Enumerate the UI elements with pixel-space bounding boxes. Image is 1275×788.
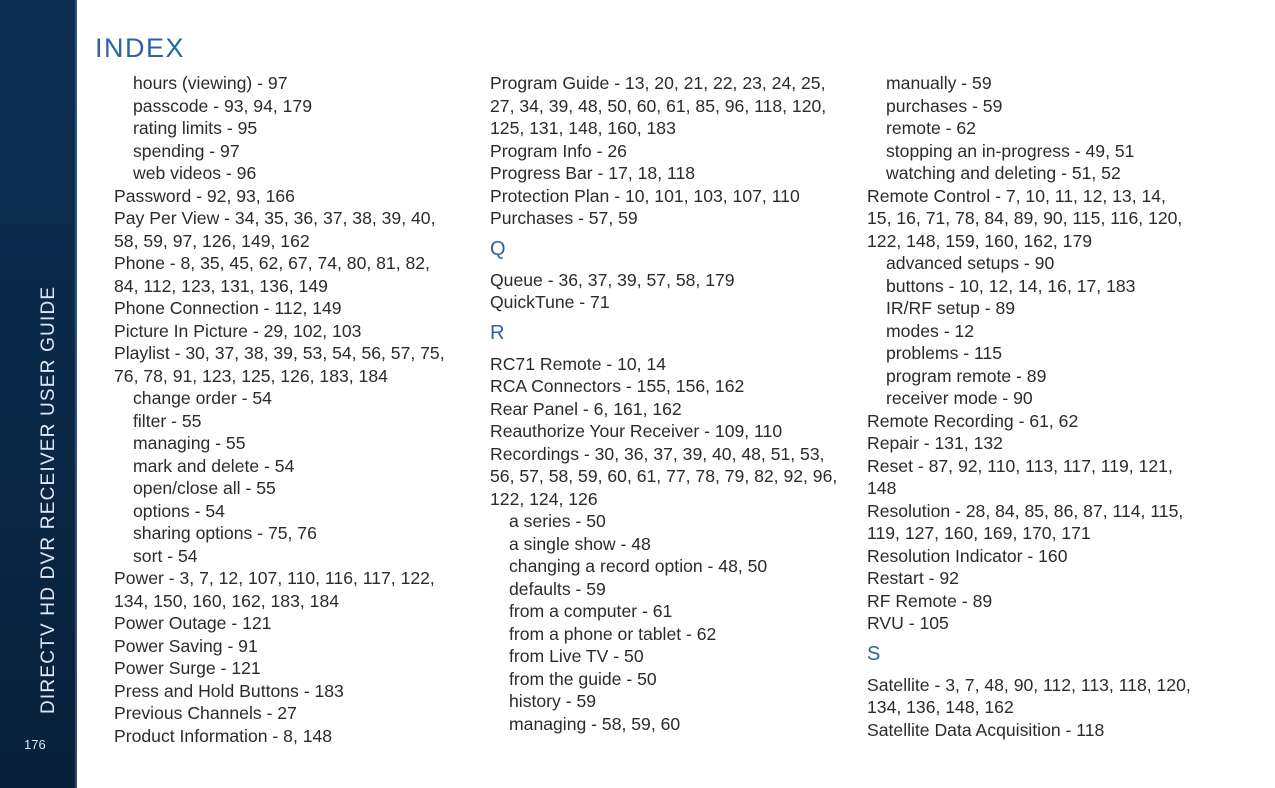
- index-entry: Resolution - 28, 84, 85, 86, 87, 114, 115,: [867, 500, 1184, 521]
- index-entry: Satellite - 3, 7, 48, 90, 112, 113, 118, 120,: [867, 674, 1191, 695]
- index-entry: RF Remote - 89: [867, 590, 993, 611]
- index-entry: Picture In Picture - 29, 102, 103: [114, 320, 362, 341]
- index-subentry: sharing options - 75, 76: [133, 523, 317, 543]
- index-entry: 125, 131, 148, 160, 183: [490, 118, 676, 138]
- index-subentry: a series - 50: [509, 511, 606, 531]
- index-entry: RCA Connectors - 155, 156, 162: [490, 376, 745, 396]
- index-entry: 148: [867, 478, 897, 498]
- index-column-3: [867, 72, 1227, 741]
- index-subentry: sort - 54: [133, 545, 198, 566]
- index-entry: Product Information - 8, 148: [114, 725, 333, 746]
- page-title: INDEX: [95, 33, 186, 63]
- index-entry: Pay Per View - 34, 35, 36, 37, 38, 39, 40,: [114, 208, 436, 228]
- index-entry: Press and Hold Buttons - 183: [114, 680, 344, 701]
- index-entry: Reset - 87, 92, 110, 113, 117, 119, 121,: [867, 455, 1173, 476]
- index-subentry: watching and deleting - 51, 52: [886, 163, 1121, 183]
- index-subentry: a single show - 48: [509, 533, 651, 554]
- index-entry: RC71 Remote - 10, 14: [490, 353, 667, 374]
- index-entry: Recordings - 30, 36, 37, 39, 40, 48, 51, 53,: [490, 443, 825, 464]
- index-subentry: problems - 115: [886, 343, 1003, 363]
- index-entry: Program Info - 26: [490, 140, 627, 161]
- index-subentry: hours (viewing) - 97: [133, 73, 288, 93]
- index-entry: Protection Plan - 10, 101, 103, 107, 110: [490, 185, 800, 206]
- index-subentry: purchases - 59: [886, 95, 1003, 116]
- index-entry: Remote Recording - 61, 62: [867, 410, 1079, 431]
- index-subentry: changing a record option - 48, 50: [509, 556, 768, 576]
- index-subentry: receiver mode - 90: [886, 388, 1033, 408]
- index-entry: 134, 136, 148, 162: [867, 697, 1014, 717]
- index-entry: Purchases - 57, 59: [490, 208, 638, 228]
- index-subentry: history - 59: [509, 691, 597, 711]
- index-subentry: open/close all - 55: [133, 478, 276, 498]
- index-entry: Satellite Data Acquisition - 118: [867, 719, 1105, 740]
- index-entry: Restart - 92: [867, 568, 959, 588]
- index-subentry: from a computer - 61: [509, 601, 673, 621]
- index-subentry: passcode - 93, 94, 179: [133, 95, 312, 116]
- index-subentry: managing - 55: [133, 433, 246, 453]
- index-entry: 56, 57, 58, 59, 60, 61, 77, 78, 79, 82, 92, 96,: [490, 466, 838, 486]
- index-subentry: remote - 62: [886, 118, 976, 138]
- index-subentry: spending - 97: [133, 140, 240, 161]
- index-subentry: advanced setups - 90: [886, 253, 1055, 273]
- index-entry: Playlist - 30, 37, 38, 39, 53, 54, 56, 57, 75,: [114, 343, 445, 363]
- index-column-1: [114, 72, 474, 747]
- index-subentry: buttons - 10, 12, 14, 16, 17, 183: [886, 275, 1136, 296]
- index-entry: Program Guide - 13, 20, 21, 22, 23, 24, 25,: [490, 73, 826, 93]
- index-entry: Phone - 8, 35, 45, 62, 67, 74, 80, 81, 82,: [114, 253, 430, 273]
- index-entry: 76, 78, 91, 123, 125, 126, 183, 184: [114, 365, 388, 386]
- index-subentry: defaults - 59: [509, 578, 606, 599]
- index-subentry: modes - 12: [886, 320, 975, 341]
- index-subentry: web videos - 96: [133, 163, 257, 183]
- index-entry: 84, 112, 123, 131, 136, 149: [114, 275, 328, 296]
- index-subentry: filter - 55: [133, 410, 202, 431]
- index-entry: 15, 16, 71, 78, 84, 89, 90, 115, 116, 120,: [867, 208, 1183, 228]
- index-entry: 122, 148, 159, 160, 162, 179: [867, 230, 1093, 251]
- index-entry: Resolution Indicator - 160: [867, 545, 1068, 566]
- index-subentry: options - 54: [133, 500, 225, 521]
- index-entry: 58, 59, 97, 126, 149, 162: [114, 230, 310, 251]
- index-entry: 122, 124, 126: [490, 488, 598, 509]
- index-entry: Power Outage - 121: [114, 613, 272, 633]
- index-subentry: mark and delete - 54: [133, 455, 295, 476]
- index-subentry: program remote - 89: [886, 365, 1047, 386]
- index-subentry: from a phone or tablet - 62: [509, 623, 717, 644]
- index-entry: Phone Connection - 112, 149: [114, 298, 342, 318]
- index-entry: Power Surge - 121: [114, 658, 261, 678]
- index-entry: Queue - 36, 37, 39, 57, 58, 179: [490, 269, 735, 290]
- index-entry: Remote Control - 7, 10, 11, 12, 13, 14,: [867, 185, 1166, 206]
- index-entry: Progress Bar - 17, 18, 118: [490, 163, 696, 183]
- sidebar: [0, 0, 77, 788]
- index-entry: 134, 150, 160, 162, 183, 184: [114, 590, 340, 611]
- section-letter: Q: [490, 237, 506, 260]
- index-subentry: rating limits - 95: [133, 118, 258, 138]
- index-entry: Reauthorize Your Receiver - 109, 110: [490, 421, 783, 441]
- index-column-2: [490, 72, 850, 735]
- index-entry: RVU - 105: [867, 613, 949, 633]
- index-entry: Power - 3, 7, 12, 107, 110, 116, 117, 122,: [114, 568, 435, 588]
- section-letter: R: [490, 321, 505, 344]
- index-subentry: stopping an in-progress - 49, 51: [886, 140, 1135, 161]
- index-subentry: change order - 54: [133, 388, 272, 408]
- index-entry: Rear Panel - 6, 161, 162: [490, 398, 682, 419]
- guide-title: DIRECTV HD DVR RECEIVER USER GUIDE: [38, 285, 59, 714]
- index-subentry: managing - 58, 59, 60: [509, 713, 681, 734]
- index-entry: 27, 34, 39, 48, 50, 60, 61, 85, 96, 118, 120,: [490, 95, 827, 116]
- index-entry: QuickTune - 71: [490, 292, 610, 312]
- index-subentry: from the guide - 50: [509, 668, 657, 689]
- section-letter: S: [867, 642, 881, 665]
- index-entry: Repair - 131, 132: [867, 433, 1003, 453]
- index-subentry: IR/RF setup - 89: [886, 298, 1016, 318]
- index-entry: Previous Channels - 27: [114, 703, 297, 723]
- index-subentry: manually - 59: [886, 73, 992, 93]
- index-subentry: from Live TV - 50: [509, 646, 644, 666]
- index-entry: Password - 92, 93, 166: [114, 185, 295, 206]
- page-number: 176: [24, 737, 46, 752]
- index-entry: 119, 127, 160, 169, 170, 171: [867, 523, 1091, 543]
- index-entry: Power Saving - 91: [114, 635, 258, 656]
